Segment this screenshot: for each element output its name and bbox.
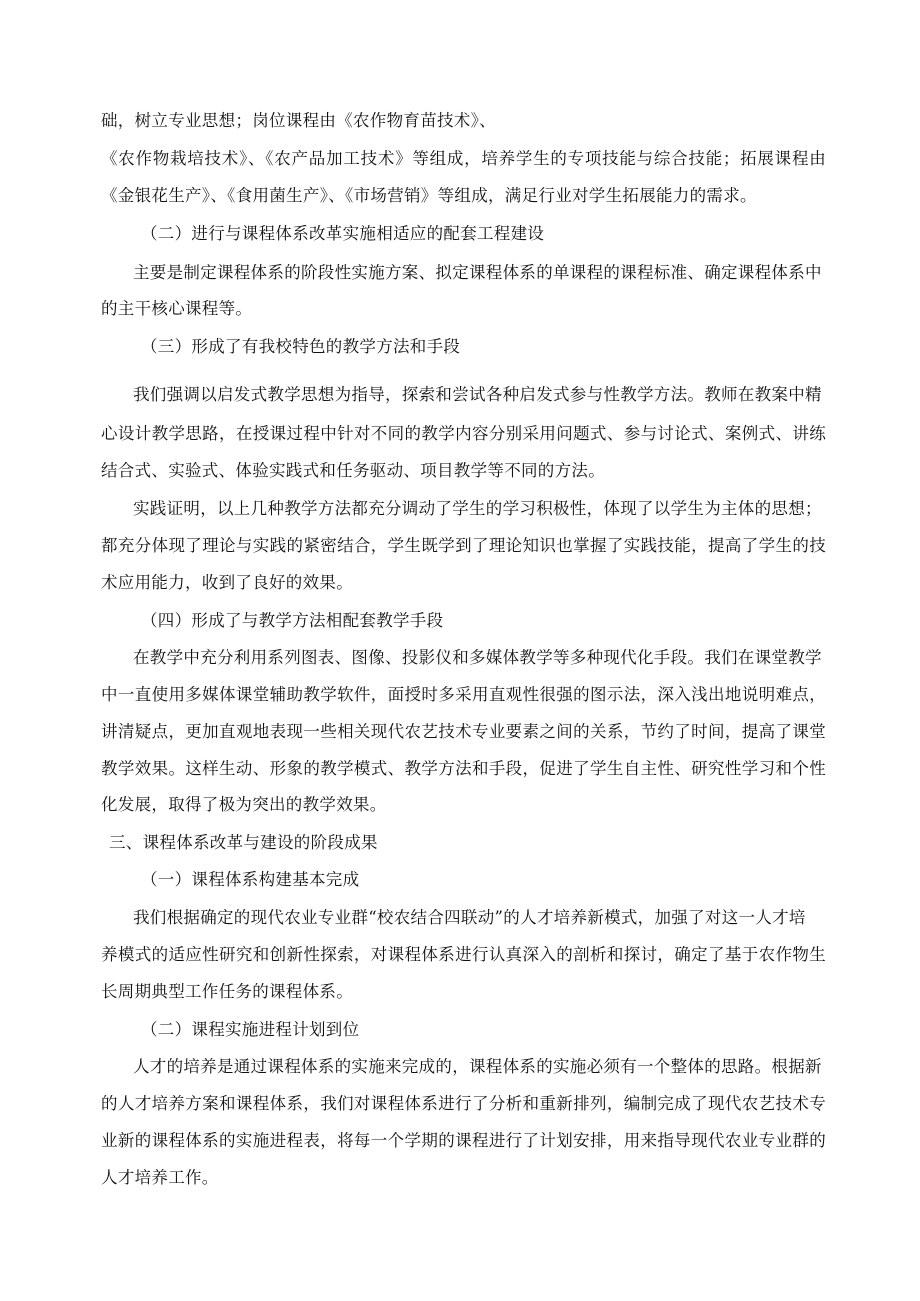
text-line: 的主干核心课程等。 <box>101 299 253 318</box>
text-line: 《农作物栽培技术》、《农产品加工技术》等组成，培养学生的专项技能与综合技能；拓展课程由 <box>101 149 826 168</box>
text-line: 业新的课程体系的实施进程表，将每一个学期的课程进行了计划安排，用来指导现代农业专业群的 <box>101 1131 826 1150</box>
text-line: 化发展，取得了极为突出的教学效果。 <box>101 795 387 814</box>
text-line: 《金银花生产》、《食用菌生产》、《市场营销》等组成，满足行业对学生拓展能力的需求。 <box>101 186 757 205</box>
text-line: 人才培养工作。 <box>101 1168 219 1187</box>
text-line: 的人才培养方案和课程体系，我们对课程体系进行了分析和重新排列，编制完成了现代农艺技术专 <box>101 1094 826 1113</box>
text-line: 三、课程体系改革与建设的阶段成果 <box>109 833 378 852</box>
text-line: 术应用能力，收到了良好的效果。 <box>101 573 353 592</box>
text-line: （三）形成了有我校特色的教学方法和手段 <box>141 337 461 356</box>
text-line: 人才的培养是通过课程体系的实施来完成的，课程体系的实施必须有一个整体的思路。根据新 <box>133 1057 822 1076</box>
text-line: 础，树立专业思想；岗位课程由《农作物育苗技术》、 <box>101 111 496 130</box>
text-line: 都充分体现了理论与实践的紧密结合，学生既学到了理论知识也掌握了实践技能，提高了学生的技 <box>101 536 826 555</box>
text-line: 结合式、实验式、体验实践式和任务驱动、项目教学等不同的方法。 <box>101 461 605 480</box>
text-line: 养模式的适应性研究和创新性探索，对课程体系进行认真深入的剖析和探讨，确定了基于农作物生 <box>101 945 826 964</box>
text-line: 长周期典型工作任务的课程体系。 <box>101 982 353 1001</box>
text-line: 我们强调以启发式教学思想为指导，探索和尝试各种启发式参与性教学方法。教师在教案中精 <box>133 385 822 404</box>
text-line: （一）课程体系构建基本完成 <box>141 870 360 889</box>
text-line: 在教学中充分利用系列图表、图像、投影仪和多媒体教学等多种现代化手段。我们在课堂教学 <box>133 648 822 667</box>
text-line: 讲清疑点，更加直观地表现一些相关现代农艺技术专业要素之间的关系，节约了时间，提高了课堂 <box>101 722 826 741</box>
text-line: 我们根据确定的现代农业专业群“校农结合四联动”的人才培养新模式，加强了对这一人才培 <box>133 908 806 927</box>
text-line: 教学效果。这样生动、形象的教学模式、教学方法和手段，促进了学生自主性、研究性学习和个性 <box>101 759 826 778</box>
text-line: （二）课程实施进程计划到位 <box>141 1020 360 1039</box>
text-line: 心设计教学思路，在授课过程中针对不同的教学内容分别采用问题式、参与讨论式、案例式、讲练 <box>101 424 826 443</box>
text-line: 中一直使用多媒体课堂辅助教学软件，面授时多采用直观性很强的图示法，深入浅出地说明难点， <box>101 685 826 704</box>
text-line: 实践证明，以上几种教学方法都充分调动了学生的学习积极性，体现了以学生为主体的思想； <box>133 499 822 518</box>
text-line: 主要是制定课程体系的阶段性实施方案、拟定课程体系的单课程的课程标准、确定课程体系中 <box>133 263 822 282</box>
text-line: （四）形成了与教学方法相配套教学手段 <box>141 611 444 630</box>
text-line: （二）进行与课程体系改革实施相适应的配套工程建设 <box>141 224 545 243</box>
